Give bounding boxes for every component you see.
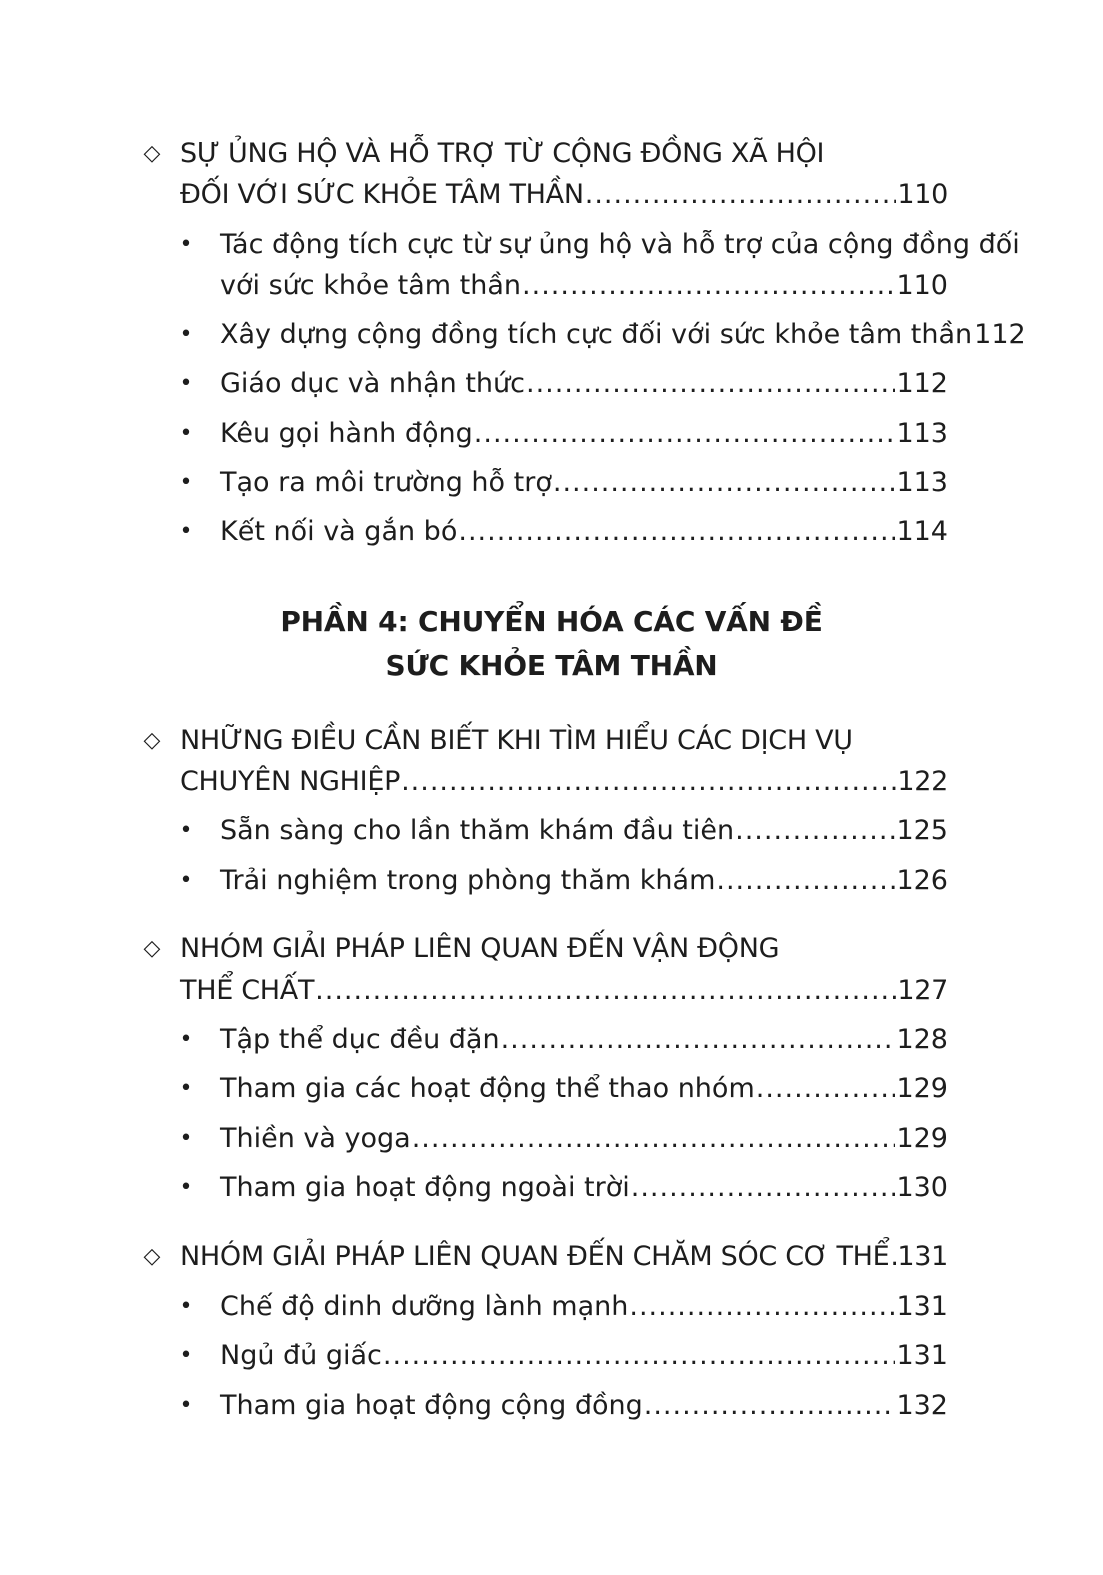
page-number: 110 xyxy=(897,179,948,210)
toc-entry[interactable] xyxy=(220,1386,948,1426)
toc-entry[interactable] xyxy=(220,1069,948,1109)
page-number: 128 xyxy=(896,1024,948,1055)
leader-dots xyxy=(401,762,896,802)
leader-dots xyxy=(756,1069,896,1109)
page-number: 131 xyxy=(896,1340,948,1371)
entry-text: Tham gia các hoạt động thể thao nhóm xyxy=(220,1073,755,1104)
page-number: 126 xyxy=(896,865,948,896)
part-heading: SỨC KHỎE TÂM THẦN xyxy=(385,649,718,682)
bullet-icon: • xyxy=(179,1393,193,1418)
page-number: 132 xyxy=(896,1390,948,1421)
leader-dots xyxy=(553,463,896,503)
entry-text: CHUYÊN NGHIỆP xyxy=(180,766,401,797)
leader-dots xyxy=(629,1287,895,1327)
leader-dots xyxy=(890,1237,896,1277)
entry-text: ĐỐI VỚI SỨC KHỎE TÂM THẦN xyxy=(180,179,584,210)
entry-text: THỂ CHẤT xyxy=(180,975,315,1006)
diamond-marker-icon: ◇ xyxy=(143,141,161,166)
bullet-icon: • xyxy=(179,232,193,257)
toc-entry[interactable] xyxy=(180,175,948,215)
entry-text: Giáo dục và nhận thức xyxy=(220,368,525,399)
part-heading: PHẦN 4: CHUYỂN HÓA CÁC VẤN ĐỀ xyxy=(280,605,823,638)
page-number: 112 xyxy=(896,368,948,399)
toc-entry[interactable] xyxy=(180,1237,948,1277)
entry-text: Chế độ dinh dưỡng lành mạnh xyxy=(220,1291,629,1322)
entry-text: Tập thể dục đều đặn xyxy=(220,1024,500,1055)
leader-dots xyxy=(315,971,896,1011)
bullet-icon: • xyxy=(179,1175,193,1200)
page-number: 129 xyxy=(896,1123,948,1154)
page-number: 127 xyxy=(897,975,948,1006)
bullet-icon: • xyxy=(179,818,193,843)
bullet-icon: • xyxy=(179,519,193,544)
entry-text: Sẵn sàng cho lần thăm khám đầu tiên xyxy=(220,815,735,846)
bullet-icon: • xyxy=(179,1027,193,1052)
toc-entry[interactable] xyxy=(180,762,948,802)
toc-entry[interactable] xyxy=(220,414,948,454)
page-number: 131 xyxy=(897,1241,948,1272)
leader-dots xyxy=(501,1020,896,1060)
diamond-marker-icon: ◇ xyxy=(143,1244,161,1269)
diamond-marker-icon: ◇ xyxy=(143,936,161,961)
leader-dots xyxy=(585,175,897,215)
toc-entry[interactable] xyxy=(220,364,948,404)
entry-text: NHÓM GIẢI PHÁP LIÊN QUAN ĐẾN CHĂM SÓC CƠ THỂ xyxy=(180,1241,890,1272)
bullet-icon: • xyxy=(179,470,193,495)
bullet-icon: • xyxy=(179,421,193,446)
toc-entry[interactable] xyxy=(220,1168,948,1208)
page-number: 130 xyxy=(896,1172,948,1203)
entry-text: Ngủ đủ giấc xyxy=(220,1340,382,1371)
entry-text: Kết nối và gắn bó xyxy=(220,516,458,547)
entry-text: với sức khỏe tâm thần xyxy=(220,270,522,301)
toc-entry[interactable] xyxy=(220,266,948,306)
page-number: 131 xyxy=(896,1291,948,1322)
page-number: 113 xyxy=(896,418,948,449)
page-number: 113 xyxy=(896,467,948,498)
page-number: 125 xyxy=(896,815,948,846)
entry-text: Tham gia hoạt động ngoài trời xyxy=(220,1172,630,1203)
toc-entry[interactable] xyxy=(220,1020,948,1060)
toc-entry[interactable] xyxy=(180,971,948,1011)
page-number: 112 xyxy=(974,319,1026,350)
toc-entry[interactable] xyxy=(220,315,1026,355)
leader-dots xyxy=(716,861,895,901)
section-title-line: NHÓM GIẢI PHÁP LIÊN QUAN ĐẾN VẬN ĐỘNG xyxy=(180,933,780,964)
toc-entry[interactable] xyxy=(220,463,948,503)
bullet-icon: • xyxy=(179,322,193,347)
bullet-icon: • xyxy=(179,371,193,396)
leader-dots xyxy=(522,266,895,306)
section-title-line: NHỮNG ĐIỀU CẦN BIẾT KHI TÌM HIỂU CÁC DỊCH VỤ xyxy=(180,725,853,756)
toc-entry[interactable] xyxy=(220,811,948,851)
leader-dots xyxy=(526,364,895,404)
leader-dots xyxy=(458,512,895,552)
entry-text-line: Tác động tích cực từ sự ủng hộ và hỗ trợ của cộng đồng đối xyxy=(220,229,1020,260)
leader-dots xyxy=(644,1386,896,1426)
bullet-icon: • xyxy=(179,1294,193,1319)
page-number: 114 xyxy=(896,516,948,547)
leader-dots xyxy=(412,1119,896,1159)
page-number: 110 xyxy=(896,270,948,301)
diamond-marker-icon: ◇ xyxy=(143,728,161,753)
entry-text: Kêu gọi hành động xyxy=(220,418,473,449)
entry-text: Tạo ra môi trường hỗ trợ xyxy=(220,467,552,498)
page-number: 122 xyxy=(897,766,948,797)
entry-text: Xây dựng cộng đồng tích cực đối với sức khỏe tâm thần xyxy=(220,319,973,350)
toc-entry[interactable] xyxy=(220,512,948,552)
entry-text: Trải nghiệm trong phòng thăm khám xyxy=(220,865,716,896)
leader-dots xyxy=(735,811,895,851)
section-title-line: SỰ ỦNG HỘ VÀ HỖ TRỢ TỪ CỘNG ĐỒNG XÃ HỘI xyxy=(180,138,825,169)
entry-text: Thiền và yoga xyxy=(220,1123,411,1154)
page-number: 129 xyxy=(896,1073,948,1104)
entry-text: Tham gia hoạt động cộng đồng xyxy=(220,1390,643,1421)
bullet-icon: • xyxy=(179,868,193,893)
leader-dots xyxy=(631,1168,896,1208)
toc-entry[interactable] xyxy=(220,1336,948,1376)
leader-dots xyxy=(383,1336,896,1376)
toc-entry[interactable] xyxy=(220,1287,948,1327)
leader-dots xyxy=(474,414,896,454)
bullet-icon: • xyxy=(179,1343,193,1368)
toc-entry[interactable] xyxy=(220,861,948,901)
bullet-icon: • xyxy=(179,1126,193,1151)
bullet-icon: • xyxy=(179,1076,193,1101)
toc-entry[interactable] xyxy=(220,1119,948,1159)
